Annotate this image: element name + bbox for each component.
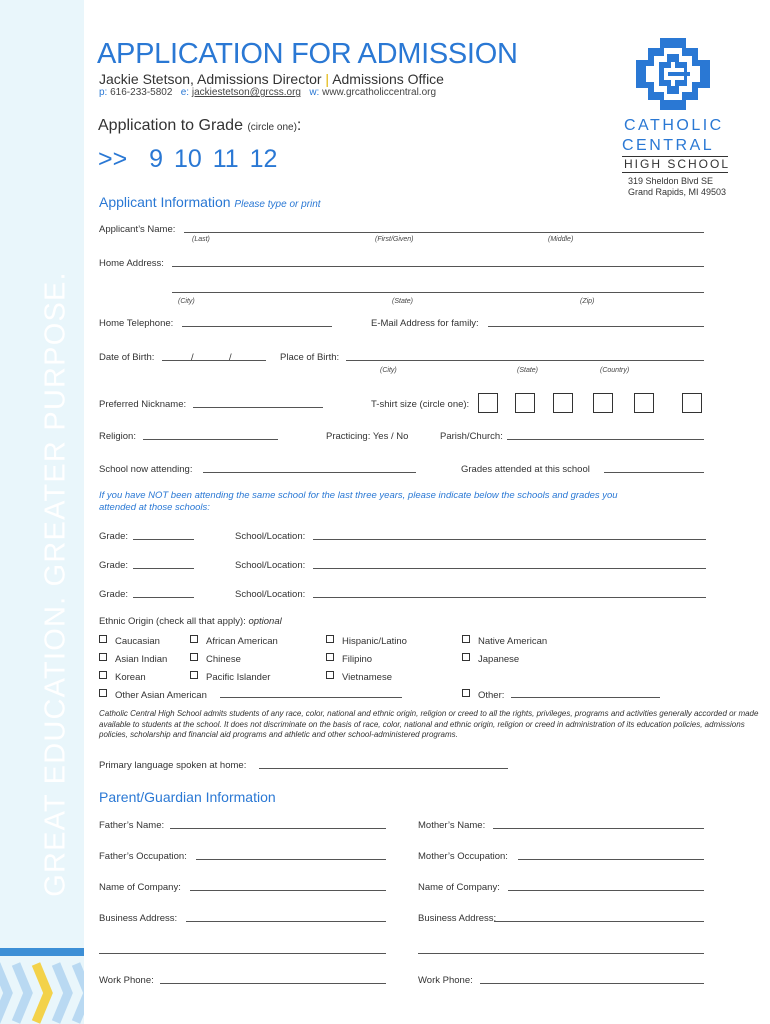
ethnic-option-other[interactable]: Other:	[462, 689, 504, 701]
city-sublabel: (City)	[178, 298, 195, 305]
home-address-field-2[interactable]	[172, 292, 704, 293]
nickname-field[interactable]	[193, 407, 323, 408]
father-work-phone-field[interactable]	[160, 983, 386, 984]
ethnic-option-vietnamese[interactable]: Vietnamese	[326, 671, 392, 683]
chevron-pattern-icon	[0, 962, 84, 1024]
pob-state-sublabel: (State)	[517, 367, 539, 374]
grade-option-12[interactable]: 12	[249, 145, 278, 173]
nickname-label: Preferred Nickname:	[99, 399, 187, 410]
religion-label: Religion:	[99, 431, 136, 442]
prior-location-label-2: School/Location:	[235, 560, 306, 571]
director-name: Jackie Stetson, Admissions Director	[99, 71, 322, 87]
pob-city-sublabel: (City)	[380, 367, 397, 374]
home-telephone-label: Home Telephone:	[99, 318, 174, 329]
religion-field[interactable]	[143, 439, 278, 440]
father-name-field[interactable]	[170, 828, 386, 829]
mother-work-phone-label: Work Phone:	[418, 975, 473, 986]
prior-grade-field-3[interactable]	[133, 597, 194, 598]
prior-grade-label-2: Grade:	[99, 560, 129, 571]
prior-location-field-2[interactable]	[313, 568, 706, 569]
director-line	[99, 71, 444, 87]
prior-location-label-3: School/Location:	[235, 589, 306, 600]
middle-sublabel: (Middle)	[548, 236, 574, 243]
prior-grade-label-3: Grade:	[99, 589, 129, 600]
prior-grade-field-1[interactable]	[133, 539, 194, 540]
mother-company-label: Name of Company:	[418, 882, 500, 893]
tshirt-label: T-shirt size (circle one):	[371, 399, 470, 410]
current-school-label: School now attending:	[99, 464, 193, 475]
email-key: e:	[180, 87, 190, 98]
father-company-label: Name of Company:	[99, 882, 181, 893]
dob-sep-2: /	[229, 352, 232, 363]
family-email-label: E-Mail Address for family:	[371, 318, 479, 329]
school-name-line1: CATHOLIC	[624, 117, 724, 134]
school-name-line3: HIGH SCHOOL	[624, 157, 731, 171]
father-name-label: Father’s Name:	[99, 820, 165, 831]
father-occupation-field[interactable]	[196, 859, 386, 860]
ethnic-option-other-asian[interactable]: Other Asian American	[99, 689, 207, 701]
separator: |	[325, 71, 330, 87]
ethnic-option-asian-indian[interactable]: Asian Indian	[99, 653, 167, 665]
web-address: www.grcatholiccentral.org	[322, 87, 437, 98]
first-sublabel: (First/Given)	[375, 236, 414, 243]
prior-location-field-3[interactable]	[313, 597, 706, 598]
father-work-phone-label: Work Phone:	[99, 975, 154, 986]
school-street: 319 Sheldon Blvd SE	[628, 176, 714, 186]
prior-location-field-1[interactable]	[313, 539, 706, 540]
grade-option-11[interactable]: 11	[212, 145, 239, 173]
grades-attended-field[interactable]	[604, 472, 704, 473]
ethnic-option-chinese[interactable]: Chinese	[190, 653, 241, 665]
ethnic-option-pacific-islander[interactable]: Pacific Islander	[190, 671, 270, 683]
nondiscrimination-statement: Catholic Central High School admits students of any race, color, national and ethnic origin, religion or creed to all the rights, privileges, programs and activities generally accorded or made available to students at the school. It does not discriminate on the basis of race, color, national and ethnic origin, religion or creed in administration of its education policies, admissions policies, scholarship and financial aid programs and athletic and other school-administered programs.	[99, 709, 759, 739]
last-sublabel: (Last)	[192, 236, 210, 243]
page-title: APPLICATION FOR ADMISSION	[97, 38, 518, 70]
primary-language-field[interactable]	[259, 768, 508, 769]
grades-attended-label: Grades attended at this school	[461, 464, 590, 475]
dob-label: Date of Birth:	[99, 352, 155, 363]
dob-field[interactable]	[162, 360, 266, 361]
mother-occupation-field[interactable]	[518, 859, 704, 860]
home-telephone-field[interactable]	[182, 326, 332, 327]
office-name: Admissions Office	[332, 71, 444, 87]
phone: 616-233-5802	[110, 87, 173, 98]
mother-name-label: Mother’s Name:	[418, 820, 486, 831]
primary-language-label: Primary language spoken at home:	[99, 760, 247, 771]
applicant-heading: Applicant Information Please type or print	[99, 194, 321, 210]
web-key: w:	[309, 87, 320, 98]
home-address-label: Home Address:	[99, 258, 164, 269]
ethnic-option-caucasian[interactable]: Caucasian	[99, 635, 160, 647]
prior-schools-note-1: If you have NOT been attending the same school for the last three years, please indicate below the schools and grades you	[99, 490, 618, 501]
prior-grade-field-2[interactable]	[133, 568, 194, 569]
pob-label: Place of Birth:	[280, 352, 340, 363]
tshirt-box-6[interactable]	[682, 393, 702, 413]
tshirt-box-5[interactable]	[634, 393, 654, 413]
other-ethnic-field[interactable]	[511, 697, 660, 698]
school-logo-icon	[634, 36, 712, 112]
grade-arrows: >>	[98, 145, 128, 173]
zip-sublabel: (Zip)	[580, 298, 595, 305]
practicing-label[interactable]: Practicing: Yes / No	[326, 431, 409, 442]
applicant-name-label: Applicant’s Name:	[99, 224, 176, 235]
prior-grade-label-1: Grade:	[99, 531, 129, 542]
father-business-address-field[interactable]	[186, 921, 386, 922]
state-sublabel: (State)	[392, 298, 414, 305]
mother-business-address-label: Business Address:	[418, 913, 497, 924]
ethnic-option-african-american[interactable]: African American	[190, 635, 278, 647]
home-address-field[interactable]	[172, 266, 704, 267]
dob-sep-1: /	[191, 352, 194, 363]
sidebar-rule	[0, 948, 84, 956]
mother-company-field[interactable]	[508, 890, 704, 891]
contact-line	[99, 87, 436, 98]
father-occupation-label: Father’s Occupation:	[99, 851, 187, 862]
current-school-field[interactable]	[203, 472, 416, 473]
parent-heading: Parent/Guardian Information	[99, 789, 276, 805]
father-company-field[interactable]	[190, 890, 386, 891]
mother-work-phone-field[interactable]	[480, 983, 704, 984]
applicant-name-field[interactable]	[184, 232, 704, 233]
school-city: Grand Rapids, MI 49503	[628, 187, 727, 197]
grade-options	[98, 145, 277, 174]
pob-field[interactable]	[346, 360, 704, 361]
mother-business-address-field[interactable]	[494, 921, 704, 922]
ethnic-option-korean[interactable]: Korean	[99, 671, 146, 683]
tshirt-box-1[interactable]	[478, 393, 498, 413]
tshirt-box-4[interactable]	[593, 393, 613, 413]
father-business-address-field-2[interactable]	[99, 953, 386, 954]
ethnic-origin-label: Ethnic Origin (check all that apply): optional	[99, 616, 282, 627]
mother-business-address-field-2[interactable]	[418, 953, 704, 954]
mother-occupation-label: Mother’s Occupation:	[418, 851, 508, 862]
father-business-address-label: Business Address:	[99, 913, 178, 924]
parish-field[interactable]	[507, 439, 704, 440]
email-link[interactable]: jackiestetson@grcss.org	[191, 87, 301, 98]
tshirt-box-3[interactable]	[553, 393, 573, 413]
ethnic-option-hispanic[interactable]: Hispanic/Latino	[326, 635, 407, 647]
ethnic-option-native-american[interactable]: Native American	[462, 635, 547, 647]
prior-location-label-1: School/Location:	[235, 531, 306, 542]
mother-name-field[interactable]	[493, 828, 704, 829]
family-email-field[interactable]	[488, 326, 704, 327]
ethnic-option-filipino[interactable]: Filipino	[326, 653, 372, 665]
pob-country-sublabel: (Country)	[600, 367, 630, 374]
prior-schools-note-2: attended at those schools:	[99, 502, 210, 513]
tshirt-box-2[interactable]	[515, 393, 535, 413]
other-asian-field[interactable]	[220, 697, 402, 698]
grade-label: Application to Grade (circle one):	[98, 117, 302, 134]
parish-label: Parish/Church:	[440, 431, 503, 442]
ethnic-option-japanese[interactable]: Japanese	[462, 653, 519, 665]
grade-option-9[interactable]: 9	[149, 145, 164, 173]
phone-key: p:	[99, 87, 108, 98]
school-name-line2: CENTRAL	[622, 137, 715, 154]
grade-option-10[interactable]: 10	[173, 145, 202, 173]
sidebar-slogan: GREAT EDUCATION. GREATER PURPOSE.	[39, 271, 72, 897]
